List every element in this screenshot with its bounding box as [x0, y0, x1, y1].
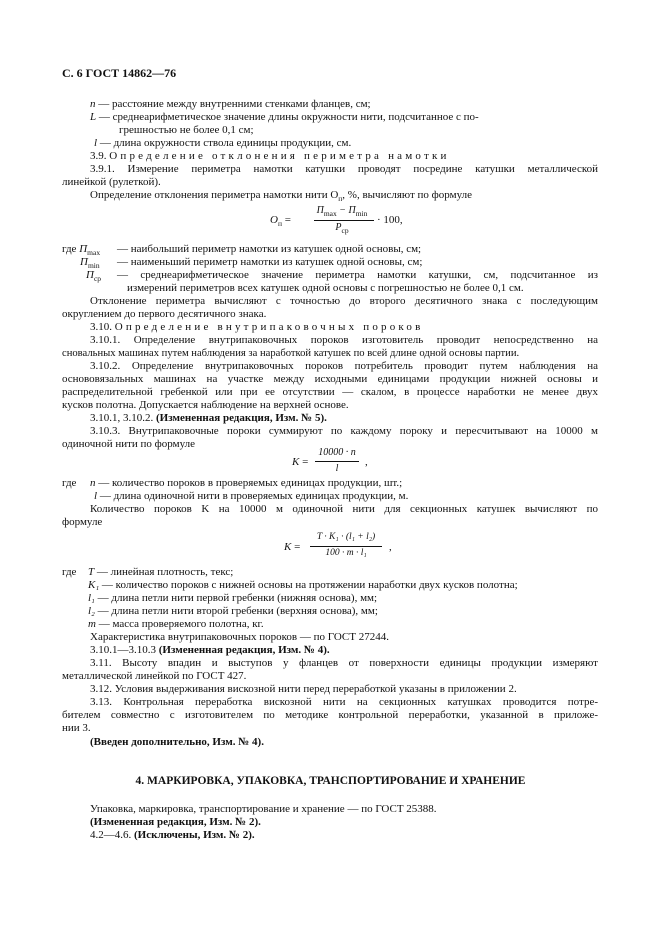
amendment-2: (Измененная редакция, Изм. № 2). — [90, 816, 261, 828]
formula-defects-count: K = 10000 · n l , — [292, 447, 368, 474]
deviation-line2: округлением до первого десятичного знака. — [62, 308, 267, 320]
characteristic: Характеристика внутрипаковочных пороков — по ГОСТ 27244. — [90, 631, 389, 643]
amendment-5: 3.10.1, 3.10.2. (Измененная редакция, Изм. № 5). — [90, 412, 327, 424]
para-3-9-1-line2: линейкой (рулеткой). — [62, 176, 161, 188]
para-3-10-2-line4: кусков полотна. Допускается наблюдение на верхней основе. — [62, 399, 349, 411]
def-P-max-text: — наибольший периметр намотки из катушек одной основы, см; — [117, 243, 422, 255]
amendment-4a: 3.10.1—3.10.3 (Измененная редакция, Изм. № 4). — [90, 644, 330, 656]
formula-intro: Определение отклонения периметра намотки нити $О_п$, %, вычисляют по формуле — [90, 189, 472, 203]
para-3-10-2-line2: основовязальных машинах на участке между исходными единицами продукции нижней основы и — [62, 373, 598, 385]
def4-T-pre: где — [62, 566, 77, 578]
para-3-13-line3: нии 3. — [62, 722, 91, 734]
def-P-sr: $П_{ср}$ — [86, 269, 102, 283]
count-text-line1: Количество пороков K на 10000 м одиночной нити для секционных катушек вычисляют по — [90, 503, 598, 515]
para-3-10-3-line1: 3.10.3. Внутрипаковочные пороки суммируют по каждому пороку и пересчитывают на 10000 м — [90, 425, 598, 437]
def3-n: где — [62, 477, 77, 489]
para-3-11-line2: металлической линейкой по ГОСТ 427. — [62, 670, 247, 682]
para-3-10-1-line1: 3.10.1. Определение внутрипаковочных пороков изготовитель проводит непосредственно на — [90, 334, 598, 346]
section-4-title: 4. МАРКИРОВКА, УПАКОВКА, ТРАНСПОРТИРОВАНИЕ И ХРАНЕНИЕ — [135, 775, 526, 787]
fraction-bar-2 — [315, 461, 359, 462]
formula-perimeter-deviation: $О_п$ = $П_{max} - П_{min}$ $Р_{ср}$ · 100, — [270, 205, 403, 235]
para-3-9-1-line1: 3.9.1. Измерение периметра намотки катушки проводят посредине катушки металлической — [90, 163, 598, 175]
para-3-10-3-line2: одиночной нити по формуле — [62, 438, 195, 450]
fraction-bar-1 — [314, 220, 374, 221]
def4-K1: K₁ — количество пороков с нижней основы на протяжении наработки двух кусков полотна; — [88, 579, 518, 591]
section-4-text: Упаковка, маркировка, транспортирование и хранение — по ГОСТ 25388. — [90, 803, 437, 815]
section-3-9-heading: 3.9. Определение отклонения периметра намотки — [90, 150, 450, 162]
def-P-min-text: — наименьший периметр намотки из катушек одной основы, см; — [117, 256, 423, 268]
formula-sectional-defects: K = T · K₁ · (l₁ + l₂) 100 · m · l₁ , — [284, 532, 392, 558]
excluded-4-2-4-6: 4.2—4.6. (Исключены, Изм. № 2). — [90, 829, 255, 841]
def-P-sr-cont: измерений периметров всех катушек одной основы с погрешностью не более 0,1 см. — [127, 282, 524, 294]
section-3-10-heading: 3.10. Определение внутрипаковочных пороков — [90, 321, 424, 333]
def3-n-text: n — количество пороков в проверяемых единицах продукции, шт.; — [90, 477, 403, 489]
deviation-line1: Отклонение периметра вычисляют с точностью до второго десятичного знака с последующим — [90, 295, 598, 307]
amendment-4b: (Введен дополнительно, Изм. № 4). — [90, 736, 264, 748]
para-3-13-line2: бителем совместно с изготовителем по методике контрольной переработки, указанной в приложе- — [62, 709, 598, 721]
def4-l1: l₁ — длина петли нити первой гребенки (нижняя основа), мм; — [88, 592, 378, 604]
para-3-12: 3.12. Условия выдерживания вискозной нити перед переработкой указаны в приложении 2. — [90, 683, 517, 695]
def4-T: T — линейная плотность, текс; — [88, 566, 234, 578]
count-text-line2: формуле — [62, 516, 103, 528]
para-3-10-2-line3: распределительной гребенкой или при ее отсутствии — скалом, в процессе наработки не менее двух — [62, 386, 598, 398]
def-L-cont: грешностью не более 0,1 см; — [119, 124, 254, 136]
para-3-10-1-line2: сновальных машинах путем наблюдения за наработкой катушек по всей длине одной основы партии. — [62, 348, 520, 359]
def4-l2: l₂ — длина петли нити второй гребенки (верхняя основа), мм; — [88, 605, 378, 617]
para-3-11-line1: 3.11. Высоту впадин и выступов у фланцев от поверхности единицы продукции измеряют — [90, 657, 598, 669]
fraction-bar-3 — [310, 546, 382, 547]
def-P-sr-text: — среднеарифметическое значение периметра намотки катушки, см, подсчитанное из — [117, 269, 598, 281]
page-header: С. 6 ГОСТ 14862—76 — [62, 66, 177, 80]
def-n: n — расстояние между внутренними стенками фланцев, см; — [90, 98, 371, 110]
para-3-10-2-line1: 3.10.2. Определение внутрипаковочных пороков потребитель проводит путем наблюдения на — [90, 360, 598, 372]
def-l: l — длина окружности ствола единицы продукции, см. — [94, 137, 352, 149]
def-P-max: где $П_{max}$ — [62, 243, 101, 257]
def-P-min: $П_{min}$ — [80, 256, 100, 270]
def4-m: m — масса проверяемого полотна, кг. — [88, 618, 264, 630]
para-3-13-line1: 3.13. Контрольная переработка вискозной нити на секционных катушках проводится потре- — [90, 696, 598, 708]
def3-l-text: l — длина одиночной нити в проверяемых единицах продукции, м. — [94, 490, 409, 502]
def-L: L — среднеарифметическое значение длины окружности нити, подсчитанное с по- — [90, 111, 479, 123]
